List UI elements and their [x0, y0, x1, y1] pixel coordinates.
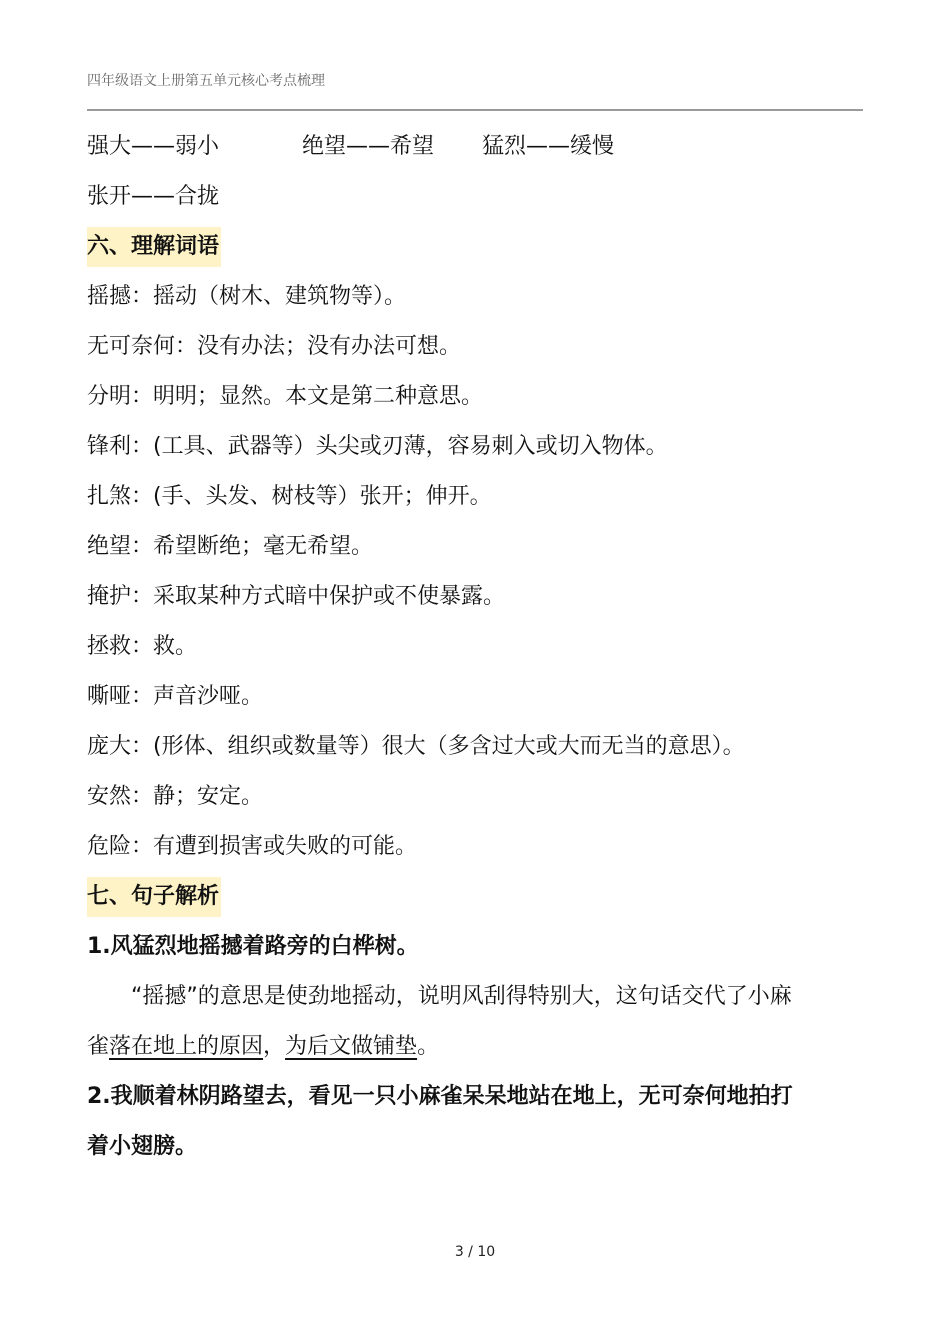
- word-definition: [87, 572, 863, 622]
- term: 掩护: [87, 584, 132, 609]
- word-definition: [87, 422, 863, 472]
- page-number: 3 / 10: [454, 1244, 496, 1260]
- term: 绝望: [87, 534, 132, 559]
- definition: 声音沙哑。: [153, 684, 264, 709]
- definition: 没有办法；没有办法可想。: [197, 334, 462, 359]
- word-definition: [87, 672, 863, 722]
- term-separator: ：: [131, 634, 154, 659]
- section-heading-text: 七、句子解析: [87, 877, 221, 917]
- sentence-1: 1.风猛烈地摇撼着路旁的白桦树。: [87, 934, 419, 959]
- section-heading-text: 六、理解词语: [87, 227, 221, 267]
- definition: 有遭到损害或失败的可能。: [153, 834, 418, 859]
- term: 分明: [87, 384, 132, 409]
- antonym-pair: 猛烈——缓慢: [482, 134, 615, 159]
- antonym-pair: 绝望——希望: [302, 134, 435, 159]
- definition: 静；安定。: [153, 784, 264, 809]
- word-definition: [87, 772, 863, 822]
- definition: 救。: [153, 634, 198, 659]
- page-content: [87, 122, 863, 1172]
- definition: (工具、武器等）头尖或刃薄，容易刺入或切入物体。: [153, 434, 668, 459]
- definition: 明明；显然。本文是第二种意思。: [153, 384, 484, 409]
- word-definition: [87, 822, 863, 872]
- analysis-text: 。: [417, 1034, 440, 1059]
- header-rule: [87, 109, 863, 111]
- term: 嘶哑: [87, 684, 132, 709]
- word-definition: [87, 322, 863, 372]
- antonym-pair: 张开——合拢: [87, 184, 220, 209]
- analysis-1-line-2: [87, 1022, 863, 1072]
- term: 扎煞: [87, 484, 132, 509]
- word-definition: [87, 272, 863, 322]
- term-separator: ：: [131, 834, 154, 859]
- analysis-text: 雀: [87, 1034, 110, 1059]
- term: 摇撼: [87, 284, 132, 309]
- section-heading-6: [87, 222, 863, 272]
- term-separator: ：: [131, 484, 154, 509]
- analysis-1-line-1: “摇撼”的意思是使劲地摇动，说明风刮得特别大，这句话交代了小麻: [131, 984, 792, 1009]
- term: 无可奈何: [87, 334, 176, 359]
- underlined-phrase: 落在地上的原因: [109, 1034, 264, 1059]
- definition: (手、头发、树枝等）张开；伸开。: [153, 484, 492, 509]
- sentence-2-line-2: 着小翅膀。: [87, 1134, 198, 1159]
- word-definition: [87, 622, 863, 672]
- definition: 采取某种方式暗中保护或不使暴露。: [153, 584, 506, 609]
- term-separator: ：: [131, 384, 154, 409]
- definition: 希望断绝；毫无希望。: [153, 534, 374, 559]
- analysis-text: ，: [263, 1034, 286, 1059]
- term-separator: ：: [131, 734, 154, 759]
- antonym-row-2: [87, 172, 863, 222]
- antonym-row-1: [87, 122, 863, 172]
- term-separator: ：: [131, 584, 154, 609]
- term-separator: ：: [175, 334, 198, 359]
- term: 拯救: [87, 634, 132, 659]
- word-definition: [87, 522, 863, 572]
- term-separator: ：: [131, 534, 154, 559]
- word-definition: [87, 722, 863, 772]
- underlined-phrase: 为后文做铺垫: [285, 1034, 418, 1059]
- term-separator: ：: [131, 684, 154, 709]
- antonym-pair: 强大——弱小: [87, 134, 220, 159]
- term: 庞大: [87, 734, 132, 759]
- running-header: 四年级语文上册第五单元核心考点梳理: [87, 73, 325, 89]
- definition: (形体、组织或数量等）很大（多含过大或大而无当的意思）。: [153, 734, 745, 759]
- word-definition: [87, 372, 863, 422]
- definition: 摇动（树木、建筑物等）。: [153, 284, 407, 309]
- sentence-2-line-1: 2.我顺着林阴路望去，看见一只小麻雀呆呆地站在地上，无可奈何地拍打: [87, 1084, 793, 1109]
- term: 安然: [87, 784, 132, 809]
- term: 锋利: [87, 434, 132, 459]
- word-definition: [87, 472, 863, 522]
- term: 危险: [87, 834, 132, 859]
- section-heading-7: [87, 872, 863, 922]
- term-separator: ：: [131, 284, 154, 309]
- term-separator: ：: [131, 434, 154, 459]
- term-separator: ：: [131, 784, 154, 809]
